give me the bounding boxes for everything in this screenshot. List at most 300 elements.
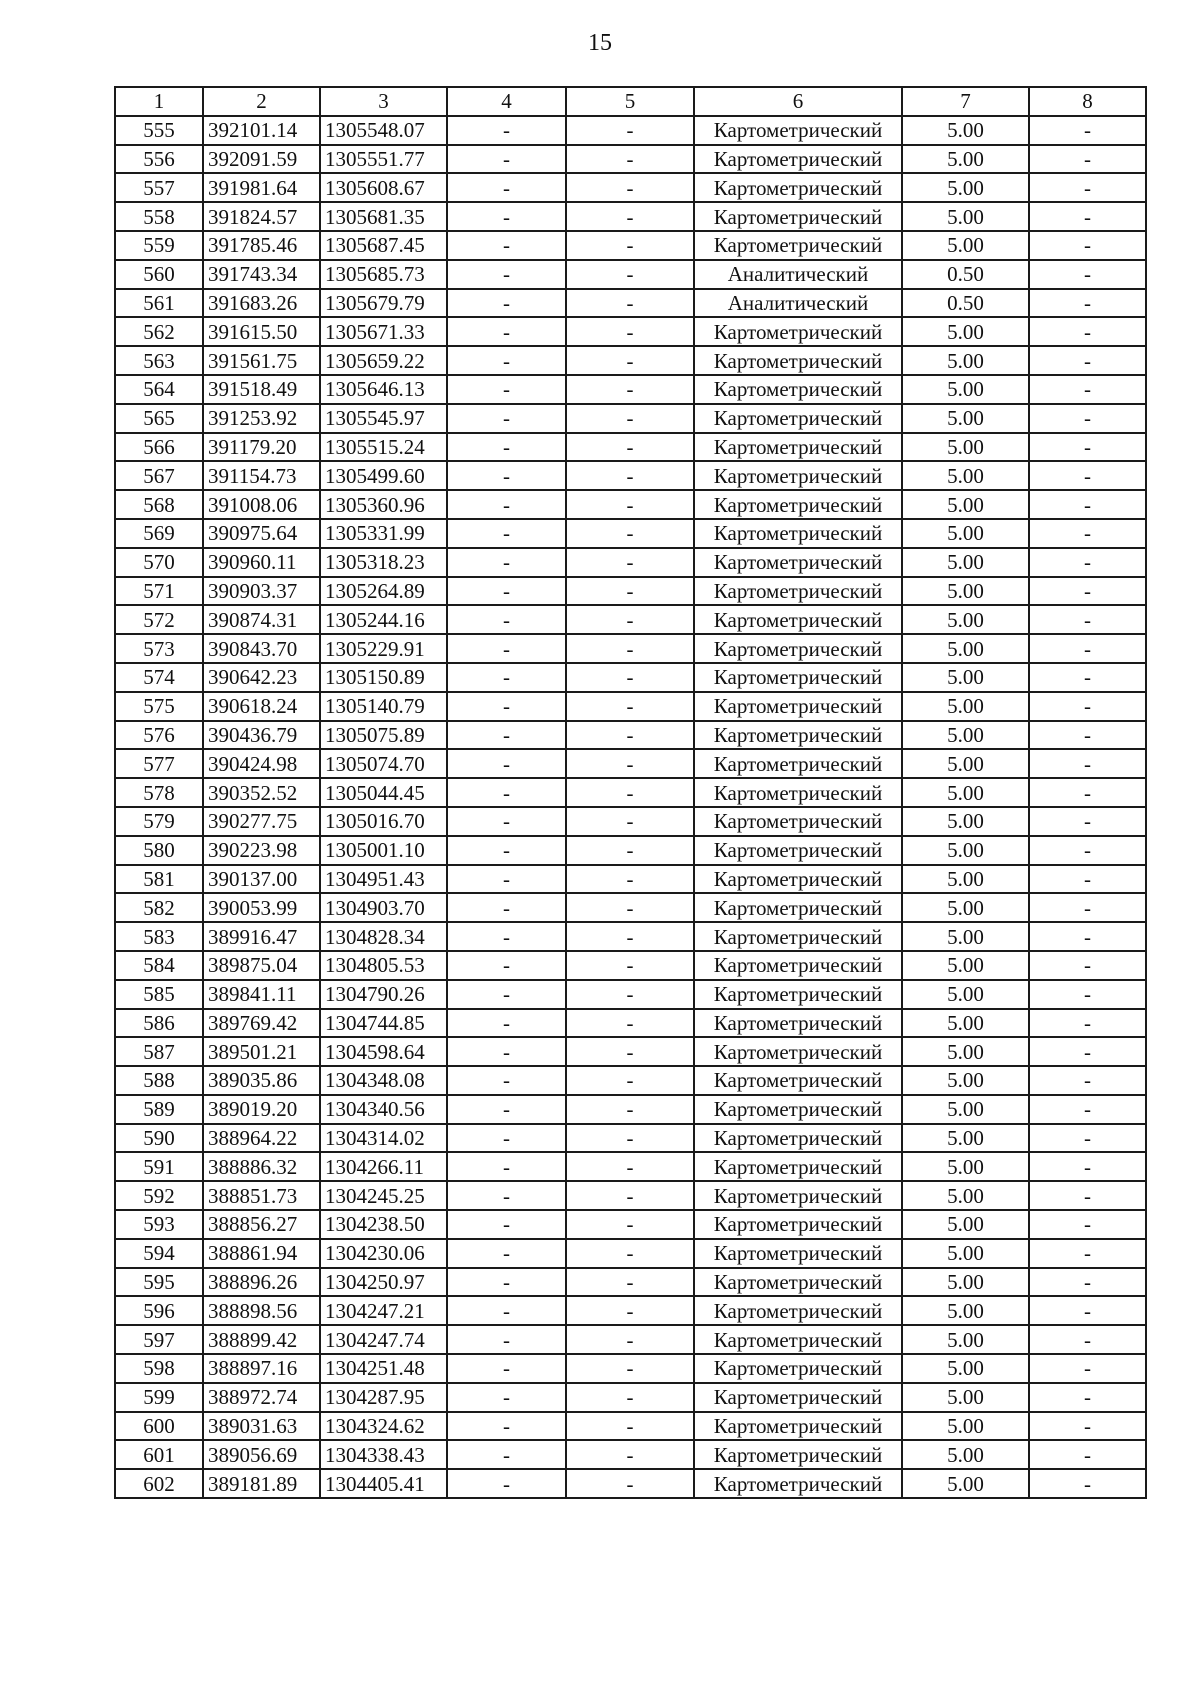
col5-cell: -	[566, 778, 694, 807]
col5-cell: -	[566, 231, 694, 260]
method-cell: Картометрический	[694, 951, 902, 980]
x-coordinate-cell: 391154.73	[203, 461, 320, 490]
method-cell: Картометрический	[694, 404, 902, 433]
col5-cell: -	[566, 1469, 694, 1498]
col4-cell: -	[447, 375, 566, 404]
point-number-cell: 583	[115, 922, 203, 951]
col8-cell: -	[1029, 519, 1146, 548]
point-number-cell: 579	[115, 807, 203, 836]
y-coordinate-cell: 1305001.10	[320, 836, 447, 865]
y-coordinate-cell: 1305044.45	[320, 778, 447, 807]
col8-cell: -	[1029, 605, 1146, 634]
col4-cell: -	[447, 1268, 566, 1297]
col5-cell: -	[566, 490, 694, 519]
col5-cell: -	[566, 1296, 694, 1325]
point-number-cell: 568	[115, 490, 203, 519]
table-row	[115, 1440, 1146, 1469]
y-coordinate-cell: 1304790.26	[320, 980, 447, 1009]
col8-cell: -	[1029, 1181, 1146, 1210]
col4-cell: -	[447, 461, 566, 490]
accuracy-cell: 5.00	[902, 836, 1029, 865]
col4-cell: -	[447, 1383, 566, 1412]
point-number-cell: 587	[115, 1037, 203, 1066]
col4-cell: -	[447, 173, 566, 202]
x-coordinate-cell: 389841.11	[203, 980, 320, 1009]
col8-cell: -	[1029, 1009, 1146, 1038]
accuracy-cell: 5.00	[902, 1296, 1029, 1325]
method-cell: Картометрический	[694, 1009, 902, 1038]
col8-cell: -	[1029, 807, 1146, 836]
col5-cell: -	[566, 433, 694, 462]
x-coordinate-cell: 391824.57	[203, 202, 320, 231]
col4-cell: -	[447, 1009, 566, 1038]
col8-cell: -	[1029, 548, 1146, 577]
x-coordinate-cell: 390223.98	[203, 836, 320, 865]
table-row	[115, 577, 1146, 606]
accuracy-cell: 5.00	[902, 749, 1029, 778]
col8-cell: -	[1029, 1440, 1146, 1469]
x-coordinate-cell: 391615.50	[203, 317, 320, 346]
col8-cell: -	[1029, 1325, 1146, 1354]
accuracy-cell: 5.00	[902, 173, 1029, 202]
x-coordinate-cell: 388886.32	[203, 1152, 320, 1181]
col8-cell: -	[1029, 1152, 1146, 1181]
method-cell: Картометрический	[694, 1239, 902, 1268]
col4-cell: -	[447, 577, 566, 606]
col5-cell: -	[566, 1268, 694, 1297]
method-cell: Картометрический	[694, 1325, 902, 1354]
method-cell: Картометрический	[694, 317, 902, 346]
col4-cell: -	[447, 749, 566, 778]
table-row	[115, 1268, 1146, 1297]
accuracy-cell: 5.00	[902, 721, 1029, 750]
x-coordinate-cell: 388896.26	[203, 1268, 320, 1297]
y-coordinate-cell: 1305150.89	[320, 663, 447, 692]
col5-cell: -	[566, 404, 694, 433]
method-cell: Картометрический	[694, 1037, 902, 1066]
method-cell: Картометрический	[694, 836, 902, 865]
point-number-cell: 575	[115, 692, 203, 721]
y-coordinate-cell: 1304324.62	[320, 1412, 447, 1441]
point-number-cell: 573	[115, 634, 203, 663]
accuracy-cell: 5.00	[902, 663, 1029, 692]
accuracy-cell: 5.00	[902, 778, 1029, 807]
accuracy-cell: 5.00	[902, 145, 1029, 174]
accuracy-cell: 5.00	[902, 1239, 1029, 1268]
table-row	[115, 1037, 1146, 1066]
y-coordinate-cell: 1304245.25	[320, 1181, 447, 1210]
y-coordinate-cell: 1305646.13	[320, 375, 447, 404]
col4-cell: -	[447, 490, 566, 519]
col5-cell: -	[566, 577, 694, 606]
accuracy-cell: 5.00	[902, 116, 1029, 145]
point-number-cell: 577	[115, 749, 203, 778]
point-number-cell: 589	[115, 1095, 203, 1124]
table-row	[115, 922, 1146, 951]
method-cell: Картометрический	[694, 721, 902, 750]
point-number-cell: 562	[115, 317, 203, 346]
col8-cell: -	[1029, 404, 1146, 433]
y-coordinate-cell: 1304348.08	[320, 1066, 447, 1095]
point-number-cell: 600	[115, 1412, 203, 1441]
col5-cell: -	[566, 749, 694, 778]
accuracy-cell: 5.00	[902, 1440, 1029, 1469]
y-coordinate-cell: 1304903.70	[320, 893, 447, 922]
method-cell: Картометрический	[694, 490, 902, 519]
table-row	[115, 778, 1146, 807]
col4-cell: -	[447, 605, 566, 634]
method-cell: Картометрический	[694, 1469, 902, 1498]
page-number: 15	[588, 30, 612, 56]
col5-cell: -	[566, 1440, 694, 1469]
y-coordinate-cell: 1304828.34	[320, 922, 447, 951]
col5-cell: -	[566, 145, 694, 174]
x-coordinate-cell: 392101.14	[203, 116, 320, 145]
x-coordinate-cell: 388861.94	[203, 1239, 320, 1268]
table-row	[115, 231, 1146, 260]
col5-cell: -	[566, 116, 694, 145]
col5-cell: -	[566, 980, 694, 1009]
method-cell: Картометрический	[694, 1181, 902, 1210]
x-coordinate-cell: 391561.75	[203, 346, 320, 375]
y-coordinate-cell: 1305360.96	[320, 490, 447, 519]
point-number-cell: 560	[115, 260, 203, 289]
x-coordinate-cell: 389181.89	[203, 1469, 320, 1498]
x-coordinate-cell: 390874.31	[203, 605, 320, 634]
y-coordinate-cell: 1305659.22	[320, 346, 447, 375]
table-body	[115, 116, 1146, 1498]
table-row	[115, 548, 1146, 577]
col4-cell: -	[447, 1066, 566, 1095]
col5-cell: -	[566, 317, 694, 346]
col5-cell: -	[566, 1066, 694, 1095]
col8-cell: -	[1029, 1037, 1146, 1066]
accuracy-cell: 5.00	[902, 1210, 1029, 1239]
col8-cell: -	[1029, 289, 1146, 318]
point-number-cell: 566	[115, 433, 203, 462]
col4-cell: -	[447, 1152, 566, 1181]
method-cell: Картометрический	[694, 231, 902, 260]
table-row	[115, 461, 1146, 490]
col4-cell: -	[447, 778, 566, 807]
col8-cell: -	[1029, 260, 1146, 289]
col5-cell: -	[566, 519, 694, 548]
col4-cell: -	[447, 1325, 566, 1354]
col5-cell: -	[566, 1210, 694, 1239]
col8-cell: -	[1029, 749, 1146, 778]
col8-cell: -	[1029, 116, 1146, 145]
col8-cell: -	[1029, 1268, 1146, 1297]
col4-cell: -	[447, 807, 566, 836]
col5-cell: -	[566, 1325, 694, 1354]
y-coordinate-cell: 1304247.21	[320, 1296, 447, 1325]
col5-cell: -	[566, 548, 694, 577]
method-cell: Картометрический	[694, 1440, 902, 1469]
col8-cell: -	[1029, 865, 1146, 894]
y-coordinate-cell: 1304805.53	[320, 951, 447, 980]
col8-cell: -	[1029, 346, 1146, 375]
col5-cell: -	[566, 865, 694, 894]
col4-cell: -	[447, 116, 566, 145]
point-number-cell: 559	[115, 231, 203, 260]
col5-cell: -	[566, 1383, 694, 1412]
y-coordinate-cell: 1304744.85	[320, 1009, 447, 1038]
y-coordinate-cell: 1305545.97	[320, 404, 447, 433]
col5-cell: -	[566, 1412, 694, 1441]
accuracy-cell: 5.00	[902, 1181, 1029, 1210]
column-header: 1	[115, 87, 203, 116]
table-header-row	[115, 87, 1146, 116]
table-row	[115, 145, 1146, 174]
table-row	[115, 433, 1146, 462]
col5-cell: -	[566, 692, 694, 721]
col8-cell: -	[1029, 1383, 1146, 1412]
method-cell: Аналитический	[694, 289, 902, 318]
x-coordinate-cell: 391743.34	[203, 260, 320, 289]
col8-cell: -	[1029, 721, 1146, 750]
method-cell: Картометрический	[694, 865, 902, 894]
accuracy-cell: 5.00	[902, 1037, 1029, 1066]
point-number-cell: 596	[115, 1296, 203, 1325]
table-row	[115, 951, 1146, 980]
accuracy-cell: 5.00	[902, 1066, 1029, 1095]
col5-cell: -	[566, 1239, 694, 1268]
col8-cell: -	[1029, 1296, 1146, 1325]
point-number-cell: 582	[115, 893, 203, 922]
x-coordinate-cell: 390903.37	[203, 577, 320, 606]
accuracy-cell: 5.00	[902, 692, 1029, 721]
table-row	[115, 663, 1146, 692]
point-number-cell: 590	[115, 1124, 203, 1153]
point-number-cell: 591	[115, 1152, 203, 1181]
method-cell: Картометрический	[694, 433, 902, 462]
col5-cell: -	[566, 836, 694, 865]
point-number-cell: 569	[115, 519, 203, 548]
accuracy-cell: 5.00	[902, 980, 1029, 1009]
accuracy-cell: 5.00	[902, 1354, 1029, 1383]
x-coordinate-cell: 390053.99	[203, 893, 320, 922]
col5-cell: -	[566, 922, 694, 951]
x-coordinate-cell: 388897.16	[203, 1354, 320, 1383]
table-row	[115, 202, 1146, 231]
col4-cell: -	[447, 692, 566, 721]
x-coordinate-cell: 389031.63	[203, 1412, 320, 1441]
method-cell: Картометрический	[694, 548, 902, 577]
col5-cell: -	[566, 634, 694, 663]
coordinates-table	[114, 86, 1147, 1499]
point-number-cell: 555	[115, 116, 203, 145]
col4-cell: -	[447, 260, 566, 289]
method-cell: Картометрический	[694, 375, 902, 404]
col5-cell: -	[566, 1181, 694, 1210]
col4-cell: -	[447, 404, 566, 433]
point-number-cell: 572	[115, 605, 203, 634]
col4-cell: -	[447, 1181, 566, 1210]
col4-cell: -	[447, 1412, 566, 1441]
table-row	[115, 260, 1146, 289]
column-header: 6	[694, 87, 902, 116]
col8-cell: -	[1029, 490, 1146, 519]
y-coordinate-cell: 1305229.91	[320, 634, 447, 663]
table-row	[115, 1095, 1146, 1124]
y-coordinate-cell: 1305687.45	[320, 231, 447, 260]
x-coordinate-cell: 391981.64	[203, 173, 320, 202]
point-number-cell: 576	[115, 721, 203, 750]
point-number-cell: 594	[115, 1239, 203, 1268]
table-row	[115, 1066, 1146, 1095]
method-cell: Картометрический	[694, 519, 902, 548]
col4-cell: -	[447, 1037, 566, 1066]
point-number-cell: 563	[115, 346, 203, 375]
col8-cell: -	[1029, 634, 1146, 663]
x-coordinate-cell: 390960.11	[203, 548, 320, 577]
point-number-cell: 574	[115, 663, 203, 692]
column-header: 5	[566, 87, 694, 116]
column-header: 8	[1029, 87, 1146, 116]
col4-cell: -	[447, 1095, 566, 1124]
table-row	[115, 289, 1146, 318]
y-coordinate-cell: 1305075.89	[320, 721, 447, 750]
table-row	[115, 980, 1146, 1009]
col4-cell: -	[447, 865, 566, 894]
y-coordinate-cell: 1305515.24	[320, 433, 447, 462]
col4-cell: -	[447, 721, 566, 750]
accuracy-cell: 5.00	[902, 1124, 1029, 1153]
col5-cell: -	[566, 346, 694, 375]
col5-cell: -	[566, 951, 694, 980]
col4-cell: -	[447, 836, 566, 865]
x-coordinate-cell: 388851.73	[203, 1181, 320, 1210]
method-cell: Картометрический	[694, 116, 902, 145]
point-number-cell: 599	[115, 1383, 203, 1412]
col4-cell: -	[447, 922, 566, 951]
point-number-cell: 595	[115, 1268, 203, 1297]
col8-cell: -	[1029, 577, 1146, 606]
method-cell: Картометрический	[694, 173, 902, 202]
col5-cell: -	[566, 605, 694, 634]
col8-cell: -	[1029, 778, 1146, 807]
col8-cell: -	[1029, 836, 1146, 865]
y-coordinate-cell: 1304951.43	[320, 865, 447, 894]
x-coordinate-cell: 390424.98	[203, 749, 320, 778]
accuracy-cell: 5.00	[902, 1325, 1029, 1354]
x-coordinate-cell: 391008.06	[203, 490, 320, 519]
method-cell: Картометрический	[694, 1210, 902, 1239]
y-coordinate-cell: 1305671.33	[320, 317, 447, 346]
x-coordinate-cell: 390975.64	[203, 519, 320, 548]
point-number-cell: 571	[115, 577, 203, 606]
table-row	[115, 1412, 1146, 1441]
accuracy-cell: 5.00	[902, 1009, 1029, 1038]
point-number-cell: 585	[115, 980, 203, 1009]
accuracy-cell: 5.00	[902, 922, 1029, 951]
method-cell: Картометрический	[694, 1268, 902, 1297]
method-cell: Картометрический	[694, 893, 902, 922]
accuracy-cell: 5.00	[902, 433, 1029, 462]
col8-cell: -	[1029, 461, 1146, 490]
y-coordinate-cell: 1305679.79	[320, 289, 447, 318]
table-row	[115, 721, 1146, 750]
accuracy-cell: 5.00	[902, 548, 1029, 577]
y-coordinate-cell: 1305264.89	[320, 577, 447, 606]
col4-cell: -	[447, 548, 566, 577]
col8-cell: -	[1029, 893, 1146, 922]
col4-cell: -	[447, 433, 566, 462]
accuracy-cell: 5.00	[902, 490, 1029, 519]
point-number-cell: 601	[115, 1440, 203, 1469]
y-coordinate-cell: 1304266.11	[320, 1152, 447, 1181]
table-row	[115, 605, 1146, 634]
point-number-cell: 561	[115, 289, 203, 318]
y-coordinate-cell: 1305331.99	[320, 519, 447, 548]
method-cell: Картометрический	[694, 1354, 902, 1383]
x-coordinate-cell: 390137.00	[203, 865, 320, 894]
table-row	[115, 1296, 1146, 1325]
col5-cell: -	[566, 807, 694, 836]
col8-cell: -	[1029, 1469, 1146, 1498]
point-number-cell: 581	[115, 865, 203, 894]
col4-cell: -	[447, 289, 566, 318]
method-cell: Картометрический	[694, 692, 902, 721]
y-coordinate-cell: 1305499.60	[320, 461, 447, 490]
table-row	[115, 1469, 1146, 1498]
y-coordinate-cell: 1304238.50	[320, 1210, 447, 1239]
col4-cell: -	[447, 519, 566, 548]
table-row	[115, 519, 1146, 548]
table-row	[115, 1152, 1146, 1181]
x-coordinate-cell: 390642.23	[203, 663, 320, 692]
col8-cell: -	[1029, 922, 1146, 951]
accuracy-cell: 5.00	[902, 404, 1029, 433]
col5-cell: -	[566, 1152, 694, 1181]
method-cell: Аналитический	[694, 260, 902, 289]
table-row	[115, 807, 1146, 836]
accuracy-cell: 5.00	[902, 865, 1029, 894]
col5-cell: -	[566, 1037, 694, 1066]
col4-cell: -	[447, 1296, 566, 1325]
column-header: 2	[203, 87, 320, 116]
y-coordinate-cell: 1304340.56	[320, 1095, 447, 1124]
table-row	[115, 1181, 1146, 1210]
table-row	[115, 173, 1146, 202]
method-cell: Картометрический	[694, 922, 902, 951]
y-coordinate-cell: 1305318.23	[320, 548, 447, 577]
y-coordinate-cell: 1304247.74	[320, 1325, 447, 1354]
x-coordinate-cell: 388856.27	[203, 1210, 320, 1239]
col4-cell: -	[447, 1239, 566, 1268]
method-cell: Картометрический	[694, 346, 902, 375]
y-coordinate-cell: 1304251.48	[320, 1354, 447, 1383]
y-coordinate-cell: 1305608.67	[320, 173, 447, 202]
col5-cell: -	[566, 893, 694, 922]
x-coordinate-cell: 390618.24	[203, 692, 320, 721]
accuracy-cell: 5.00	[902, 461, 1029, 490]
point-number-cell: 584	[115, 951, 203, 980]
table-row	[115, 375, 1146, 404]
point-number-cell: 593	[115, 1210, 203, 1239]
point-number-cell: 564	[115, 375, 203, 404]
col8-cell: -	[1029, 692, 1146, 721]
table-row	[115, 1009, 1146, 1038]
col5-cell: -	[566, 1009, 694, 1038]
col5-cell: -	[566, 1354, 694, 1383]
method-cell: Картометрический	[694, 1124, 902, 1153]
accuracy-cell: 5.00	[902, 951, 1029, 980]
column-header: 3	[320, 87, 447, 116]
x-coordinate-cell: 392091.59	[203, 145, 320, 174]
method-cell: Картометрический	[694, 577, 902, 606]
col8-cell: -	[1029, 1412, 1146, 1441]
